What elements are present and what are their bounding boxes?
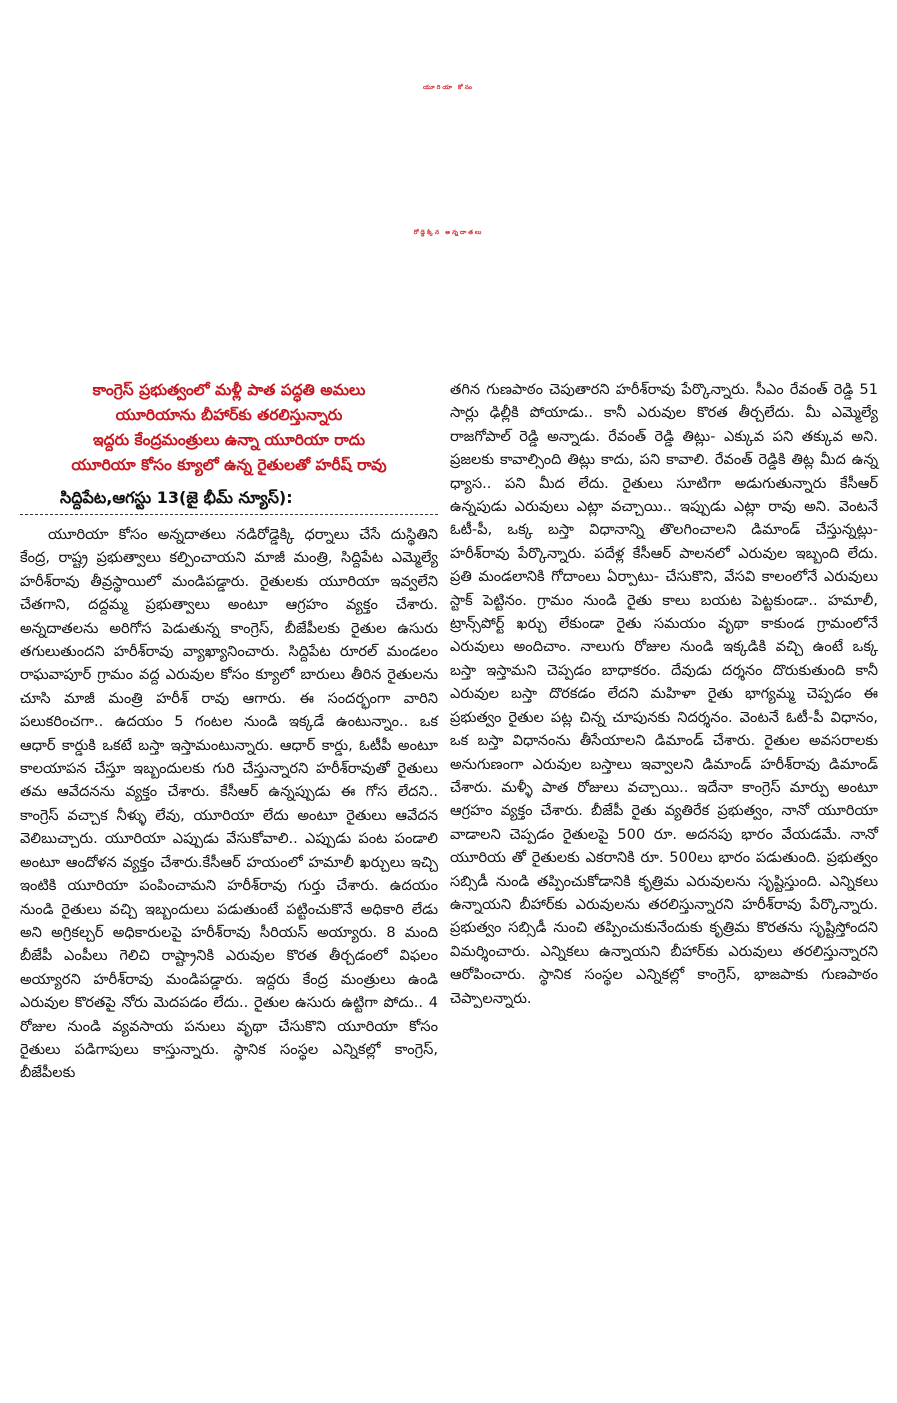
subheadline-2: యూరియాను బీహార్‌కు తరలిస్తున్నారు [115,406,343,424]
subheadline-3: ఇద్దరు కేంద్రమంత్రులు ఉన్నా యూరియా రాదు [92,431,366,449]
subheadline-4: యూరియా కోసం క్యూలో ఉన్న రైతులతో హరీష్ రావు [71,456,387,474]
article-column-right [450,378,878,1010]
headline-line-1: యూరియా కోసం [423,84,474,91]
article-body-left: యూరియా కోసం అన్నదాతలు నడిరోడ్డెక్కి ధర్నాలు చేసే దుస్థితిని కేంద్ర, రాష్ట్ర ప్రభుత్వాలు కల్పించాయని మాజీ మంత్రి, సిద్దిపేట ఎమ్మెల్యే హరీశ్‌రావు తీవ్రస్థాయిలో మండిపడ్డారు. రైతులకు యూరియా ఇవ్వలేని చేతగాని, దద్దమ్మ ప్రభుత్వాలు అంటూ ఆగ్రహం వ్యక్తం చేశారు. అన్నదాతలను అరిగోస పెడుతున్న కాంగ్రెస్, బీజేపీలకు రైతుల ఉసురు తగులుతుందని హరీశ్‌రావు వ్యాఖ్యానించారు. సిద్దిపేట రూరల్ మండలం రాఘవాపూర్ గ్రామం వద్ద ఎరువుల కోసం క్యూలో బారులు తీరిన రైతులను చూసి మాజీ మంత్రి హరీశ్ రావు ఆగారు. ఈ సందర్భంగా వారిని పలుకరించగా.. ఉదయం 5 గంటల నుండి ఇక్కడే ఉంటున్నాం.. ఒక ఆధార్ కార్డుకి ఒకటే బస్తా ఇస్తామంటున్నారు. ఆధార్ కార్డు, ఓటీపీ అంటూ కాలయాపన చేస్తూ ఇబ్బందులకు గురి చేస్తున్నారని హరీశ్‌రావుతో రైతులు తమ ఆవేదనను వ్యక్తం చేశారు. కేసీఆర్ ఉన్నప్పుడు ఈ గోస లేదని.. కాంగ్రెస్ వచ్చాక నీళ్ళు లేవు, యూరియా లేదు అంటూ రైతులు ఆవేదన వెలిబుచ్చారు. యూరియా ఎప్పుడు వేసుకోవాలి.. ఎప్పుడు పంట పండాలి అంటూ ఆందోళన వ్యక్తం చేశారు.కేసీఆర్ హయంలో హమాలీ ఖర్చులు ఇచ్చి ఇంటికి యూరియా పంపించామని హరీశ్‌రావు గుర్తు చేశారు. ఉదయం నుండి రైతులు వచ్చి ఇబ్బందులు పడుతుంటే పట్టించుకొనే అధికారి లేడు అని అగ్రికల్చర్ అధికారులపై హరీశ్‌రావు సీరియస్ అయ్యారు. 8 మంది బీజేపీ ఎంపీలు గెలిచి రాష్ట్రానికి ఎరువుల కొరత తీర్చడంలో విఫలం అయ్యారని హరీశ్‌రావు మండిపడ్డారు. ఇద్దరు కేంద్ర మంత్రులు ఉండి ఎరువుల కొరతపై నోరు మెదపడం లేదు.. రైతుల ఉసురు ఉట్టిగా పోదు.. 4 రోజుల నుండి వ్యవసాయ పనులు వృథా చేసుకొని యూరియా కోసం రైతులు పడిగాపులు కాస్తున్నారు. స్థానిక సంస్థల ఎన్నికల్లో కాంగ్రెస్, బీజేపీలకు [20,526,438,1082]
dateline-divider [20,514,438,515]
subheadline-1: కాంగ్రెస్ ప్రభుత్వంలో మళ్లీ పాత పద్ధతి అమలు [92,381,366,399]
article-column-left [20,378,438,1085]
article-body-right: తగిన గుణపాఠం చెపుతారని హరీశ్‌రావు పేర్కొన్నారు. సీఎం రేవంత్ రెడ్డి 51 సార్లు ఢిల్లీకి పోయాడు.. కానీ ఎరువుల కొరత తీర్చలేదు. మీ ఎమ్మెల్యే రాజగోపాల్ రెడ్డి అన్నాడు. రేవంత్ రెడ్డి తిట్లు- ఎక్కువ పని తక్కువ అని. ప్రజలకు కావాల్సింది తిట్లు కాదు, పని కావాలి. రేవంత్ రెడ్డికి తిట్ల మీద ఉన్న ధ్యాస.. పని మీద లేదు. రైతులు సూటిగా అడుగుతున్నారు కేసీఆర్ ఉన్నపుడు ఎరువులు ఎట్లా వచ్చాయి.. ఇప్పుడు ఎట్లా రావు అని. వెంటనే ఓటీ-పీ, ఒక్క బస్తా విధానాన్ని తొలగించాలని డిమాండ్ చేస్తున్నట్లు- హరీశ్‌రావు పేర్కొన్నారు. పదేళ్ల కేసీఆర్ పాలనలో ఎరువుల ఇబ్బంది లేదు. ప్రతి మండలానికి గోదాంలు ఏర్పాటు- చేసుకొని, వేసవి కాలంలోనే ఎరువులు స్టాక్ పెట్టినం. గ్రామం నుండి రైతు కాలు బయట పెట్టకుండా.. హమాలీ, ట్రాన్స్‌పోర్ట్ ఖర్చు లేకుండా రైతు సమయం వృథా కాకుండ గ్రామంలోనే ఎరువులు అందిచాం. నాలుగు రోజుల నుండి ఇక్కడికి వచ్చి ఉంటే ఒక్క బస్తా ఇస్తామని చెప్పడం బాధాకరం. దేవుడు దర్శనం దొరుకుతుంది కానీ ఎరువుల బస్తా దొరకడం లేదని మహిళా రైతు భాగ్యమ్మ చెప్పడం ఈ ప్రభుత్వం రైతుల పట్ల చిన్న చూపునకు నిదర్శనం. వెంటనే ఓటీ-పీ విధానం, ఒక బస్తా విధానంను తీసేయాలని డిమాండ్ చేశారు. రైతుల అవసరాలకు అనుగుణంగా ఎరువుల బస్తాలు ఇవ్వాలని డిమాండ్ హరీశ్‌రావు డిమాండ్ చేశారు. మళ్ళీ పాత రోజులు వచ్చాయి.. ఇదేనా కాంగ్రెస్ మార్పు అంటూ ఆగ్రహం వ్యక్తం చేశారు. బీజేపీ రైతు వ్యతిరేక ప్రభుత్వం, నానో యూరియా వాడాలని చెప్పడం రైతులపై 500 రూ. అదనపు భారం వేయడమే. నానో యూరియ తో రైతులకు ఎకరానికి రూ. 500లు భారం పడుతుంది. ప్రభుత్వం సబ్సిడీ నుండి తప్పించుకోడానికి కృత్రిమ ఎరువులను సృష్టిస్తుంది. ఎన్నికలు ఉన్నాయని బీహార్‌కు ఎరువులను తరలిస్తున్నారని హరీశ్‌రావు పేర్కొన్నారు. ప్రభుత్వం సబ్సిడీ నుంచి తప్పించుకునేందుకు కృత్రిమ కొరతను సృష్టిస్తోందని విమర్శించారు. ఎన్నికలు ఉన్నాయని బీహార్‌కు ఎరువులు తరలిస్తున్నారని ఆరోపించారు. స్థానిక సంస్థల ఎన్నికల్లో కాంగ్రెస్, భాజపాకు గుణపాఠం చెప్పాలన్నారు. [450,381,878,1007]
dateline: సిద్దిపేట,ఆగస్టు 13(జై భీమ్ న్యూస్): [60,488,293,507]
headline-line-2: రోడ్డెక్కిన అన్నదాతలు [413,229,484,236]
